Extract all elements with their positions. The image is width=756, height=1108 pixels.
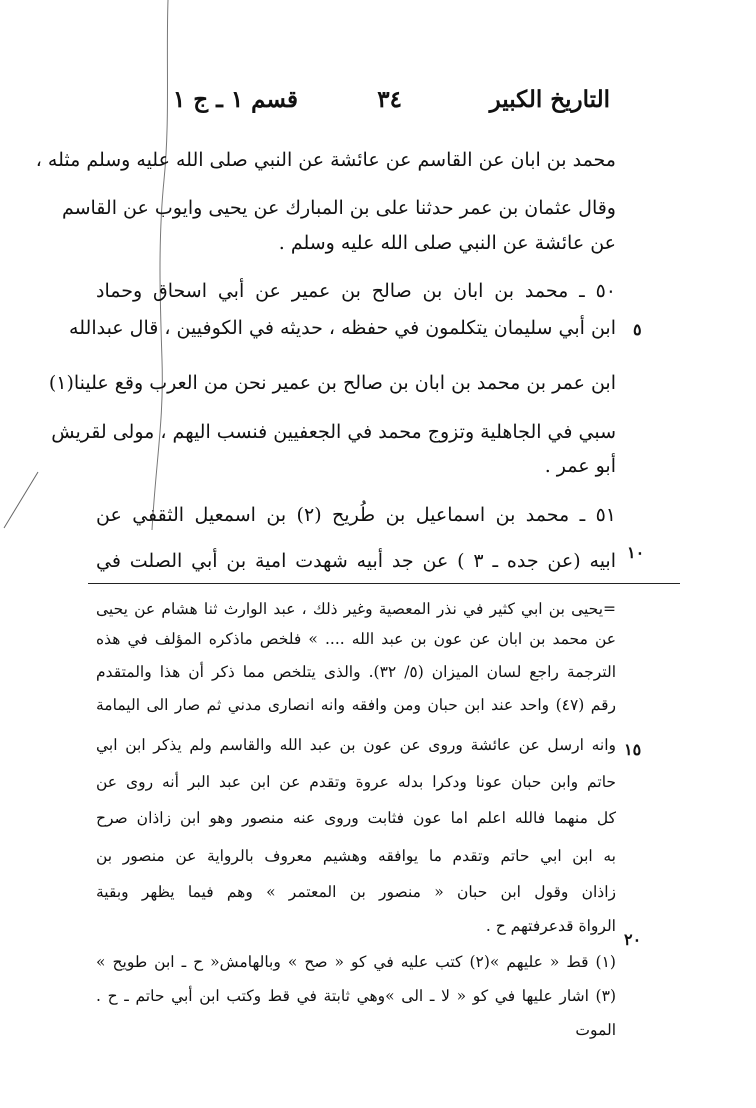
body-line: سبي في الجاهلية وتزوج محمد في الجعفيين فنسب اليهم ، مولى لقريش xyxy=(51,421,616,443)
body-line: ٥١ ـ محمد بن اسماعيل بن طُريح (٢) بن اسمعيل الثقفي عن xyxy=(96,504,616,526)
book-title: التاريخ الكبير xyxy=(489,86,610,113)
margin-scratch-mark xyxy=(0,470,40,530)
footnote-line: =يحيى بن ابي كثير في نذر المعصية وغير ذلك ، عبد الوارث ثنا هشام عن يحيى xyxy=(96,600,616,618)
footnote-line: الترجمة راجع لسان الميزان (٥/ ٣٢). والذى يتلخص مما ذكر أن هذا والمتقدم xyxy=(96,663,616,681)
body-line: وقال عثمان بن عمر حدثنا على بن المبارك عن يحيى وايوب عن القاسم xyxy=(61,197,616,219)
footnote-line: (١) قط « عليهم »(٢) كتب عليه في كو « صح » وبالهامش« ح ـ ابن طويح » xyxy=(96,953,616,971)
footnote-line: زاذان وقول ابن حبان « منصور بن المعتمر » وهم فيما يظهر وبقية xyxy=(96,883,616,901)
footnote-line: حاتم وابن حبان عونا ودكرا بدله عروة وتقدم عن ابن عبد البر أنه روى عن xyxy=(96,773,616,791)
footnote-line: (٣) اشار عليها في كو « لا ـ الى »وهي ثابتة في قط وكتب ابن أبي حاتم ـ ح . xyxy=(96,987,616,1005)
body-line: ابن عمر بن محمد بن ابان بن صالح بن عمير نحن من العرب وقع علينا(١) xyxy=(48,372,616,394)
body-line: ٥٠ ـ محمد بن ابان بن صالح بن عمير عن أبي اسحاق وحماد xyxy=(96,280,616,302)
page-header xyxy=(110,86,610,122)
footnote-line: رقم (٤٧) واحد عند ابن حبان ومن وافقه وانه انصارى مدني ثم صار الى اليمامة xyxy=(96,696,616,714)
margin-line-number: ٥ xyxy=(633,320,642,339)
footnote-line: الرواة قدعرفتهم ح . xyxy=(485,917,616,935)
body-line: أبو عمر . xyxy=(544,455,616,477)
margin-line-number: ٢٠ xyxy=(624,930,642,949)
margin-line-number: ١٥ xyxy=(624,740,642,759)
body-line: ابيه (عن جده ـ ٣ ) عن جد أبيه شهدت امية بن أبي الصلت في xyxy=(96,550,616,572)
page-number: ٣٤ xyxy=(377,86,402,113)
footnote-line: به ابن ابي حاتم وتقدم ما يوافقه وهشيم معروف بالرواية عن منصور بن xyxy=(96,847,616,865)
footnote-separator-rule xyxy=(88,583,680,584)
footnote-line: عن محمد بن ابان عن عون بن عبد الله .... » فلخص ماذكره المؤلف في هذه xyxy=(96,630,616,648)
section-label: قسم ١ ـ ج ١ xyxy=(172,86,298,113)
body-line: محمد بن ابان عن القاسم عن عائشة عن النبي صلى الله عليه وسلم مثله ، xyxy=(35,149,616,171)
margin-line-number: ١٠ xyxy=(627,543,645,562)
body-line: عن عائشة عن النبي صلى الله عليه وسلم . xyxy=(278,232,616,254)
footnote-line: وانه ارسل عن عائشة وروى عن عون بن عبد الله والقاسم ولم يذكر ابن ابي xyxy=(96,736,616,754)
body-line: ابن أبي سليمان يتكلمون في حفظه ، حديثه في الكوفيين ، قال عبدالله xyxy=(69,317,616,339)
footnote-line: الموت xyxy=(575,1021,616,1039)
footnote-line: كل منهما فالله اعلم اما عون فثابت وروى عنه منصور وهو ابن زاذان صرح xyxy=(96,809,616,827)
